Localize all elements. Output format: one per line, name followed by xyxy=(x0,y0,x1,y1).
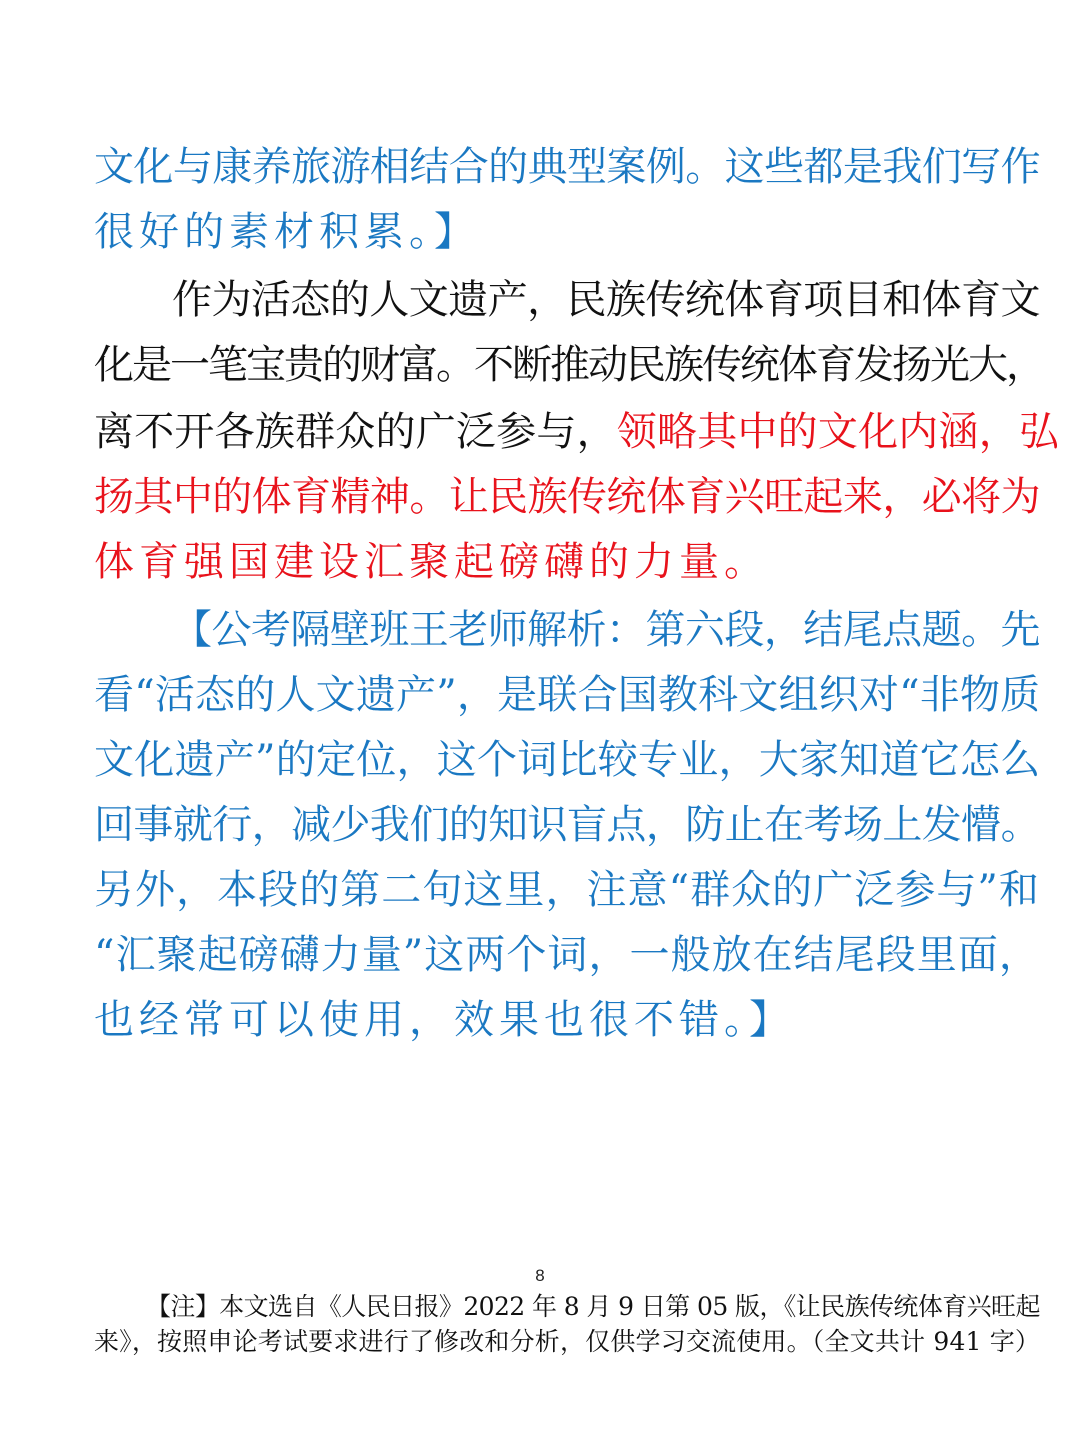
commentary-line-1: 文化与康养旅游相结合的典型案例。这些都是我们写作 xyxy=(94,144,1040,190)
footnote-line-2: 来》，按照申论考试要求进行了修改和分析，仅供学习交流使用。（全文共计 941 字） xyxy=(94,1327,1041,1356)
paragraph-line-3-highlight: 领略其中的文化内涵，弘 xyxy=(616,409,1060,455)
paragraph-line-2: 化是一笔宝贵的财富。不断推动民族传统体育发扬光大， xyxy=(94,342,1044,388)
footnote-line-1: 【注】本文选自《人民日报》2022 年 8 月 9 日第 05 版，《让民族传统体育兴旺起 xyxy=(146,1292,1040,1321)
analysis-line-4: 回事就行，减少我们的知识盲点，防止在考场上发懵。 xyxy=(94,802,1040,848)
paragraph-line-3 xyxy=(94,408,1059,456)
analysis-line-1: 【公考隔壁班王老师解析：第六段，结尾点题。先 xyxy=(172,607,1040,653)
paragraph-line-3-plain: 离不开各族群众的广泛参与， xyxy=(94,409,617,455)
paragraph-line-1: 作为活态的人文遗产，民族传统体育项目和体育文 xyxy=(172,277,1040,323)
analysis-line-2: 看“活态的人文遗产”，是联合国教科文组织对“非物质 xyxy=(94,672,1041,718)
page-number: 8 xyxy=(535,1266,545,1285)
analysis-line-6: “汇聚起磅礴力量”这两个词，一般放在结尾段里面， xyxy=(94,932,1040,978)
commentary-line-2: 很好的素材积累。】 xyxy=(94,209,479,255)
paragraph-line-5: 体育强国建设汇聚起磅礴的力量。 xyxy=(94,539,769,585)
analysis-line-3: 文化遗产”的定位，这个词比较专业，大家知道它怎么 xyxy=(94,737,1041,783)
analysis-line-5: 另外，本段的第二句这里，注意“群众的广泛参与”和 xyxy=(94,867,1040,913)
paragraph-line-4: 扬其中的体育精神。让民族传统体育兴旺起来，必将为 xyxy=(94,474,1040,520)
analysis-line-7: 也经常可以使用，效果也很不错。】 xyxy=(94,997,794,1043)
